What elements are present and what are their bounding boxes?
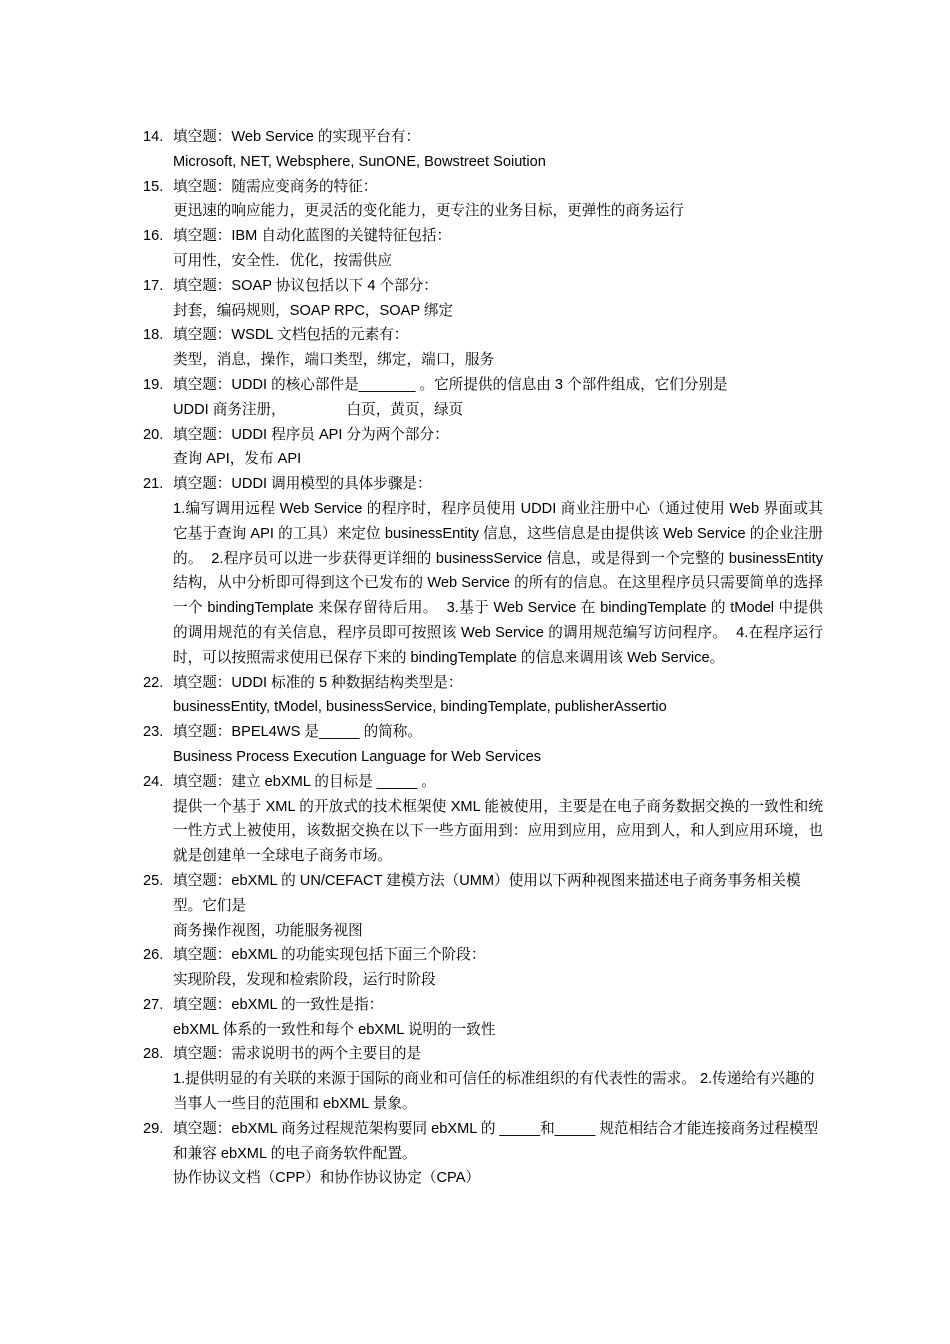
question-text: 填空题：WSDL 文档包括的元素有：	[173, 327, 409, 344]
question-body	[173, 224, 823, 274]
answer-text: 封套，编码规则，SOAP RPC，SOAP 绑定	[173, 302, 454, 319]
answer-text: UDDI 商务注册， 白页，黄页，绿页	[173, 401, 464, 418]
question-text: 填空题：SOAP 协议包括以下 4 个部分：	[173, 277, 438, 294]
answer-text: 1.提供明显的有关联的来源于国际的商业和可信任的标准组织的有代表性的需求。 2.传递给有兴趣的当事人一些目的范围和 ebXML 景象。	[173, 1071, 815, 1113]
question-item	[143, 1117, 823, 1191]
question-number: 29.	[143, 1120, 164, 1137]
question-text: 填空题：UDDI 标准的 5 种数据结构类型是：	[173, 674, 463, 691]
question-text: 填空题：随需应变商务的特征：	[173, 178, 378, 195]
question-body	[173, 869, 823, 943]
question-number: 25.	[143, 872, 164, 889]
answer-text: 类型，消息，操作，端口类型，绑定，端口，服务	[173, 352, 495, 369]
answer-text: 可用性，安全性．优化，按需供应	[173, 252, 392, 269]
question-body	[173, 671, 823, 721]
question-number: 17.	[143, 277, 164, 294]
question-item	[143, 720, 823, 770]
question-item	[143, 323, 823, 373]
question-item	[143, 224, 823, 274]
question-body	[173, 993, 823, 1043]
answer-text: 商务操作视图，功能服务视图	[173, 922, 363, 939]
question-item	[143, 125, 823, 175]
question-number: 22.	[143, 674, 164, 691]
question-item	[143, 423, 823, 473]
question-item	[143, 472, 828, 670]
question-text: 填空题：ebXML 的功能实现包括下面三个阶段：	[173, 947, 486, 964]
question-text: 填空题：ebXML 的 UN/CEFACT 建模方法（UMM）使用以下两种视图来描述电子商务事务相关模型。它们是	[173, 872, 801, 914]
question-item	[143, 869, 823, 943]
question-text: 填空题：Web Service 的实现平台有：	[173, 129, 421, 145]
question-body	[173, 373, 823, 423]
question-number: 27.	[143, 996, 164, 1013]
question-text: 填空题：UDDI 调用模型的具体步骤是：	[173, 476, 432, 493]
question-body	[173, 943, 823, 993]
answer-text: 1.编写调用远程 Web Service 的程序时，程序员使用 UDDI 商业注册中心（通过使用 Web 界面或其它基于查询 API 的工具）来定位 businessEntity 信息，这些信息是由提供该 Web Service 的企业注册的。 2.程序员可以进一步获得更详细的 businessService 信息，或是得到一个完整的 businessEntity 结构，从中分析即可得到这个已发布的 Web Service 的所有的信息。在这里程序员只需要简单的选择一个 bindingTemplate 来保存留待后用。 3.基于 Web Service 在 bindingTemplate 的 tModel 中提供的调用规范的有关信息，程序员即可按照该 Web Service 的调用规范编写访问程序。 4.在程序运行时，可以按照需求使用已保存下来的 bindingTemplate 的信息来调用该 Web Service。	[173, 500, 828, 666]
question-number: 18.	[143, 327, 164, 344]
question-text: 填空题：ebXML 商务过程规范架构要同 ebXML 的 _____和_____ 规范相结合才能连接商务过程模型和兼容 ebXML 的电子商务软件配置。	[173, 1120, 819, 1162]
question-number: 24.	[143, 773, 164, 790]
question-item	[143, 993, 823, 1043]
question-text: 填空题：需求说明书的两个主要目的是	[173, 1046, 422, 1063]
answer-text: 查询 API，发布 API	[173, 451, 302, 468]
question-item	[143, 770, 823, 869]
question-number: 16.	[143, 228, 164, 245]
question-body	[173, 423, 823, 473]
question-body	[173, 175, 823, 225]
question-list	[143, 125, 828, 1191]
question-number: 26.	[143, 947, 164, 964]
question-text: 填空题：UDDI 的核心部件是_______ 。它所提供的信息由 3 个部件组成，它们分别是	[173, 376, 728, 393]
question-text: 填空题：建立 ebXML 的目标是 _____ 。	[173, 773, 437, 790]
question-number: 14.	[143, 129, 164, 145]
question-text: 填空题：BPEL4WS 是_____ 的简称。	[173, 724, 422, 741]
question-item	[143, 943, 823, 993]
question-body	[173, 720, 823, 770]
answer-text: 提供一个基于 XML 的开放式的技术框架使 XML 能被使用，主要是在电子商务数据交换的一致性和统一性方式上被使用，该数据交换在以下一些方面用到：应用到应用，应用到人，和人到应用环境，也就是创建单一全球电子商务市场。	[173, 798, 823, 865]
answer-text: Business Process Execution Language for Web Services	[173, 748, 542, 765]
question-item	[143, 274, 823, 324]
question-item	[143, 175, 823, 225]
question-number: 23.	[143, 724, 164, 741]
question-number: 28.	[143, 1046, 164, 1063]
answer-text: businessEntity, tModel, businessService, bindingTemplate, publisherAssertio	[173, 699, 667, 716]
answer-text: ebXML 体系的一致性和每个 ebXML 说明的一致性	[173, 1021, 496, 1038]
question-body	[173, 274, 823, 324]
answer-text: Microsoft, NET, Websphere, SunONE, Bowstreet Soiution	[173, 153, 546, 170]
answer-text: 协作协议文档（CPP）和协作协议协定（CPA）	[173, 1170, 481, 1187]
question-number: 15.	[143, 178, 164, 195]
question-item	[143, 1042, 823, 1116]
question-body	[173, 1117, 823, 1191]
question-body	[173, 1042, 823, 1116]
question-text: 填空题：IBM 自动化蓝图的关键特征包括：	[173, 228, 452, 245]
answer-text: 更迅速的响应能力，更灵活的变化能力，更专注的业务目标，更弹性的商务运行	[173, 203, 684, 220]
question-text: 填空题：ebXML 的一致性是指：	[173, 996, 384, 1013]
answer-text: 实现阶段，发现和检索阶段，运行时阶段	[173, 972, 436, 989]
question-body	[173, 770, 823, 869]
question-body	[173, 323, 823, 373]
question-text: 填空题：UDDI 程序员 API 分为两个部分：	[173, 426, 449, 443]
question-item	[143, 373, 823, 423]
question-number: 20.	[143, 426, 164, 443]
question-item	[143, 671, 823, 721]
question-number: 19.	[143, 376, 164, 393]
question-body	[173, 125, 823, 175]
question-number: 21.	[143, 476, 164, 493]
question-body	[173, 472, 828, 670]
